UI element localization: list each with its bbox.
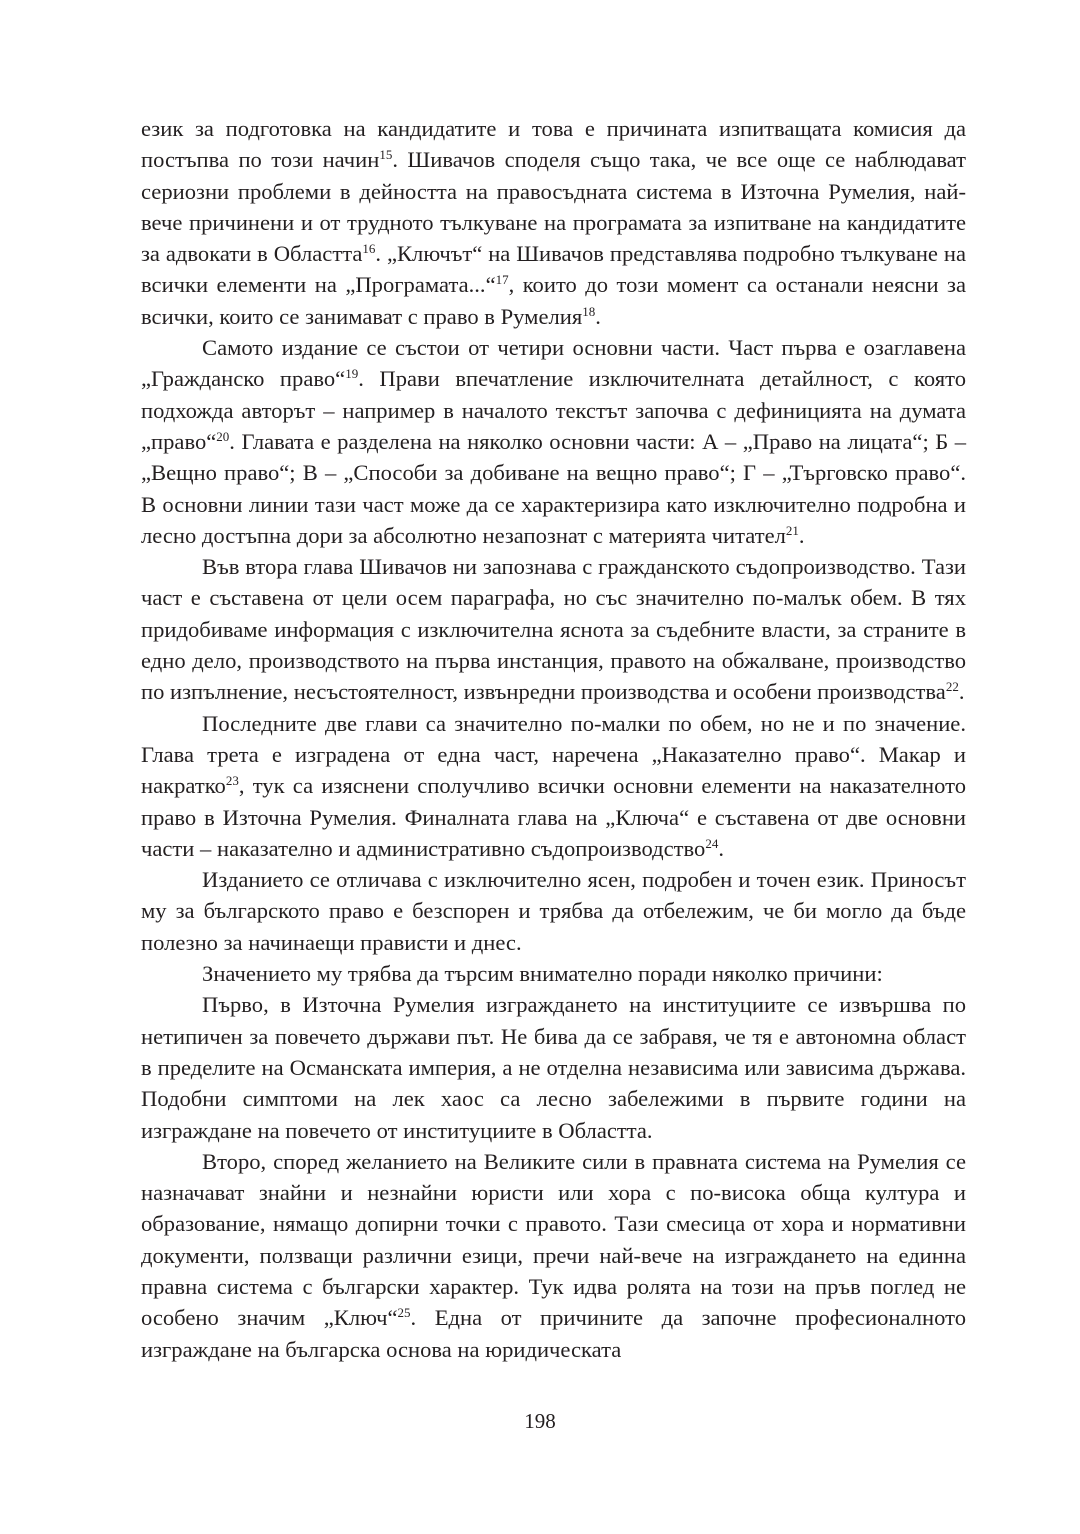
page-number: 198 [524,1409,556,1433]
text-run: Във втора глава Шивачов ни запознава с гражданското съдопроизводство. Тази част е съставена от цели осем параграфа, но със значително по-малък обем. В тях придобиваме информация с изключителна яснота за съдебните власти, за страните в едно дело, производството на първа инстанция, правото на обжалване, производство по изпълнение, несъстоятелност, извънредни производства и особени производства [141,554,966,705]
text-run: , които до този момент са останали неясни за всички, които се занимават с право в Румелия [141,272,966,329]
paragraph [141,989,966,1145]
text-run: език за подготовка на кандидатите и това е причината изпитващата комисия да постъпва по този начин [141,116,966,173]
footnote-ref: 23 [225,773,239,789]
text-run: . [595,303,601,329]
paragraph [141,708,966,864]
text-run: . Шивачов споделя също така, че все още се наблюдават сериозни проблеми в дейността на правосъдната система в Източна Румелия, най-вече причинени и от трудното тълкуване на програмата за изпитване на кандидатите за адвокати в Областта [141,147,967,267]
text-run: . [718,835,724,861]
text-run: . Главата е разделена на няколко основни части: А – „Право на лицата“; Б – „Вещно право“; В – „Способи за добиване на вещно право“; Г – „Търговско право“. В основни линии тази част може да се характеризира като изключително подробна и лесно достъпна дори за абсолютно незапознат с материята читател [141,428,966,548]
text-run: Второ, според желанието на Великите сили в правната система на Румелия се назначават знайни и незнайни юристи или хора с по-висока обща култура и образование, нямащо допирни точки с правото. Тази смесица от хора и нормативни документи, ползващи различни езици, пречи най-вече на изграждането на единна правна система с български характер. Тук идва ролята на този на пръв поглед не особено значим „Ключ“ [141,1148,966,1331]
text-run: . [798,522,805,548]
body-text [141,113,966,1365]
text-run: , тук са изяснени сполучливо всички основни елементи на наказателното право в Източна Румелия. Финалната глава на „Ключа“ е съставена от две основни части – наказателно и административно съдопроизводство [141,773,966,861]
text-run: . „Ключът“ на Шивачов представлява подробно тълкуване на всички елементи на „Програмата...“ [141,241,966,298]
paragraph [141,958,966,989]
footnote-ref: 25 [397,1305,411,1321]
footnote-ref: 18 [582,303,596,319]
text-run: Значението му трябва да търсим внимателно поради няколко причини: [202,961,883,987]
paragraph [141,1146,966,1365]
footnote-ref: 15 [379,147,393,163]
text-run: Изданието се отличава с изключително ясен, подробен и точен език. Приносът му за българското право е безспорен и трябва да отбележим, че би могло да бъде полезно за начинаещи прависти и днес. [141,867,966,955]
footnote-ref: 16 [362,241,376,257]
footnote-ref: 20 [216,429,230,445]
text-run: . [958,679,965,705]
footnote-ref: 24 [705,836,719,852]
text-run: Последните две глави са значително по-малки по обем, но не и по значение. Глава трета е изградена от една част, наречена „Наказателно право“. Макар и накратко [141,710,966,799]
footnote-ref: 21 [785,523,799,539]
text-run: Самото издание се състои от четири основни части. Част първа е озаглавена „Гражданско право“ [141,335,966,392]
text-run: . Прави впечатление изключителната детайлност, с която подхожда авторът – например в началото текстът започва с дефиницията на думата „право“ [141,366,966,454]
paragraph [141,113,966,332]
paragraph [141,551,966,707]
paragraph [141,332,966,551]
footnote-ref: 17 [495,272,509,288]
paragraph [141,864,966,958]
text-run: Първо, в Източна Румелия изграждането на институциите се извършва по нетипичен за повечето държави път. Не бива да се забравя, че тя е автономна област в пределите на Османската империя, а не отделна независима или зависима държава. Подобни симптоми на лек хаос са лесно забележими в първите години на изграждане на повечето от институциите в Областта. [141,992,966,1143]
text-run: . Една от причините да започне професионалното изграждане на българска основа на юридическата [141,1305,966,1362]
footnote-ref: 22 [945,679,959,695]
footnote-ref: 19 [345,366,359,382]
